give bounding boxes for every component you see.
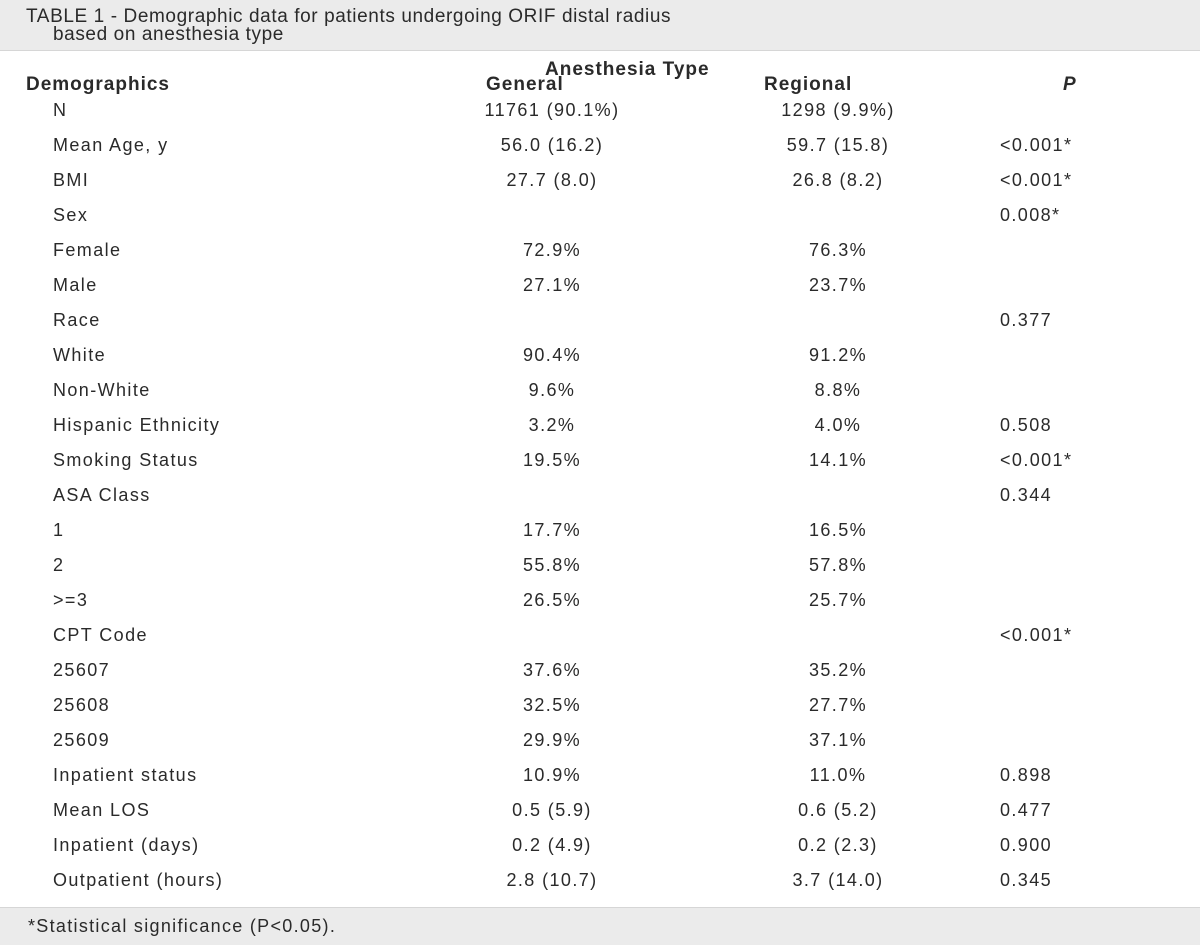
row-label: 1 xyxy=(53,520,65,540)
table-title-line-2: based on anesthesia type xyxy=(53,24,284,45)
row-p-value: 0.345 xyxy=(1000,870,1053,890)
row-general-value: 9.6% xyxy=(528,380,576,400)
row-general-value: 27.1% xyxy=(522,275,582,295)
header-general: General xyxy=(486,74,564,95)
row-regional-value: 8.8% xyxy=(814,380,862,400)
row-p-value: <0.001* xyxy=(1000,625,1073,645)
row-label: Non-White xyxy=(53,380,151,400)
row-general-value: 72.9% xyxy=(522,240,582,260)
row-p-value: 0.008* xyxy=(1000,205,1061,225)
table-row xyxy=(0,134,1200,169)
row-regional-value: 57.8% xyxy=(808,555,868,575)
row-regional-value: 0.2 (2.3) xyxy=(798,835,878,855)
header-demographics: Demographics xyxy=(26,74,170,95)
row-regional-value: 26.8 (8.2) xyxy=(792,170,884,190)
row-label: 25607 xyxy=(53,660,111,680)
table-row xyxy=(0,204,1200,239)
row-p-value: 0.508 xyxy=(1000,415,1053,435)
row-label: Inpatient status xyxy=(53,765,198,785)
row-label: Inpatient (days) xyxy=(53,835,200,855)
table-row xyxy=(0,274,1200,309)
footnote-text: *Statistical significance (P<0.05). xyxy=(28,916,337,936)
row-label: ASA Class xyxy=(53,485,151,505)
row-label: >=3 xyxy=(53,590,89,610)
table-row xyxy=(0,729,1200,764)
table-row xyxy=(0,659,1200,694)
table-row xyxy=(0,169,1200,204)
table-row xyxy=(0,799,1200,834)
row-label: 25608 xyxy=(53,695,111,715)
row-regional-value: 1298 (9.9%) xyxy=(781,100,895,120)
row-regional-value: 23.7% xyxy=(808,275,868,295)
row-label: Smoking Status xyxy=(53,450,199,470)
row-general-value: 3.2% xyxy=(528,415,576,435)
table-row xyxy=(0,239,1200,274)
table-row xyxy=(0,414,1200,449)
row-label: White xyxy=(53,345,107,365)
table-row xyxy=(0,869,1200,904)
row-p-value: <0.001* xyxy=(1000,450,1073,470)
row-general-value: 2.8 (10.7) xyxy=(506,870,598,890)
row-label: 25609 xyxy=(53,730,111,750)
row-general-value: 11761 (90.1%) xyxy=(484,100,620,120)
row-general-value: 90.4% xyxy=(522,345,582,365)
table-row xyxy=(0,484,1200,519)
table-row xyxy=(0,379,1200,414)
row-label: Mean LOS xyxy=(53,800,151,820)
table-row xyxy=(0,99,1200,134)
row-regional-value: 14.1% xyxy=(808,450,868,470)
table-row xyxy=(0,309,1200,344)
row-regional-value: 25.7% xyxy=(808,590,868,610)
row-p-value: <0.001* xyxy=(1000,170,1073,190)
table-caption xyxy=(0,0,1200,51)
table-title-line-1: TABLE 1 - Demographic data for patients undergoing ORIF distal radius xyxy=(26,6,672,27)
row-general-value: 0.5 (5.9) xyxy=(512,800,592,820)
table-row xyxy=(0,694,1200,729)
table-row xyxy=(0,554,1200,589)
row-general-value: 55.8% xyxy=(522,555,582,575)
header-anesthesia-type: Anesthesia Type xyxy=(545,59,710,80)
row-regional-value: 16.5% xyxy=(808,520,868,540)
table-row xyxy=(0,834,1200,869)
row-p-value: 0.344 xyxy=(1000,485,1053,505)
row-label: Outpatient (hours) xyxy=(53,870,224,890)
row-general-value: 10.9% xyxy=(522,765,582,785)
table-row xyxy=(0,449,1200,484)
row-general-value: 27.7 (8.0) xyxy=(506,170,598,190)
row-general-value: 56.0 (16.2) xyxy=(500,135,604,155)
row-general-value: 17.7% xyxy=(522,520,582,540)
row-label: Male xyxy=(53,275,98,295)
row-p-value: 0.900 xyxy=(1000,835,1053,855)
row-label: BMI xyxy=(53,170,90,190)
row-label: Female xyxy=(53,240,122,260)
row-regional-value: 91.2% xyxy=(808,345,868,365)
row-general-value: 0.2 (4.9) xyxy=(512,835,592,855)
row-regional-value: 37.1% xyxy=(808,730,868,750)
table-row xyxy=(0,519,1200,554)
row-regional-value: 0.6 (5.2) xyxy=(798,800,878,820)
row-regional-value: 76.3% xyxy=(808,240,868,260)
row-p-value: 0.898 xyxy=(1000,765,1053,785)
row-regional-value: 11.0% xyxy=(809,765,867,785)
row-label: Mean Age, y xyxy=(53,135,169,155)
row-label: CPT Code xyxy=(53,625,148,645)
row-regional-value: 3.7 (14.0) xyxy=(792,870,884,890)
row-p-value: 0.377 xyxy=(1000,310,1053,330)
table-row xyxy=(0,624,1200,659)
table-row xyxy=(0,764,1200,799)
row-label: 2 xyxy=(53,555,65,575)
table-row xyxy=(0,589,1200,624)
row-p-value: 0.477 xyxy=(1000,800,1053,820)
table-row xyxy=(0,344,1200,379)
row-label: N xyxy=(53,100,68,120)
row-regional-value: 59.7 (15.8) xyxy=(786,135,890,155)
row-general-value: 32.5% xyxy=(522,695,582,715)
header-regional: Regional xyxy=(764,74,853,95)
row-general-value: 26.5% xyxy=(522,590,582,610)
table-footnote xyxy=(0,907,1200,945)
row-general-value: 37.6% xyxy=(522,660,582,680)
row-label: Race xyxy=(53,310,101,330)
row-regional-value: 4.0% xyxy=(814,415,862,435)
row-regional-value: 27.7% xyxy=(808,695,868,715)
row-general-value: 29.9% xyxy=(522,730,582,750)
row-label: Sex xyxy=(53,205,89,225)
row-regional-value: 35.2% xyxy=(808,660,868,680)
row-general-value: 19.5% xyxy=(522,450,582,470)
row-p-value: <0.001* xyxy=(1000,135,1073,155)
row-label: Hispanic Ethnicity xyxy=(53,415,221,435)
header-p-value: P xyxy=(1063,74,1077,95)
